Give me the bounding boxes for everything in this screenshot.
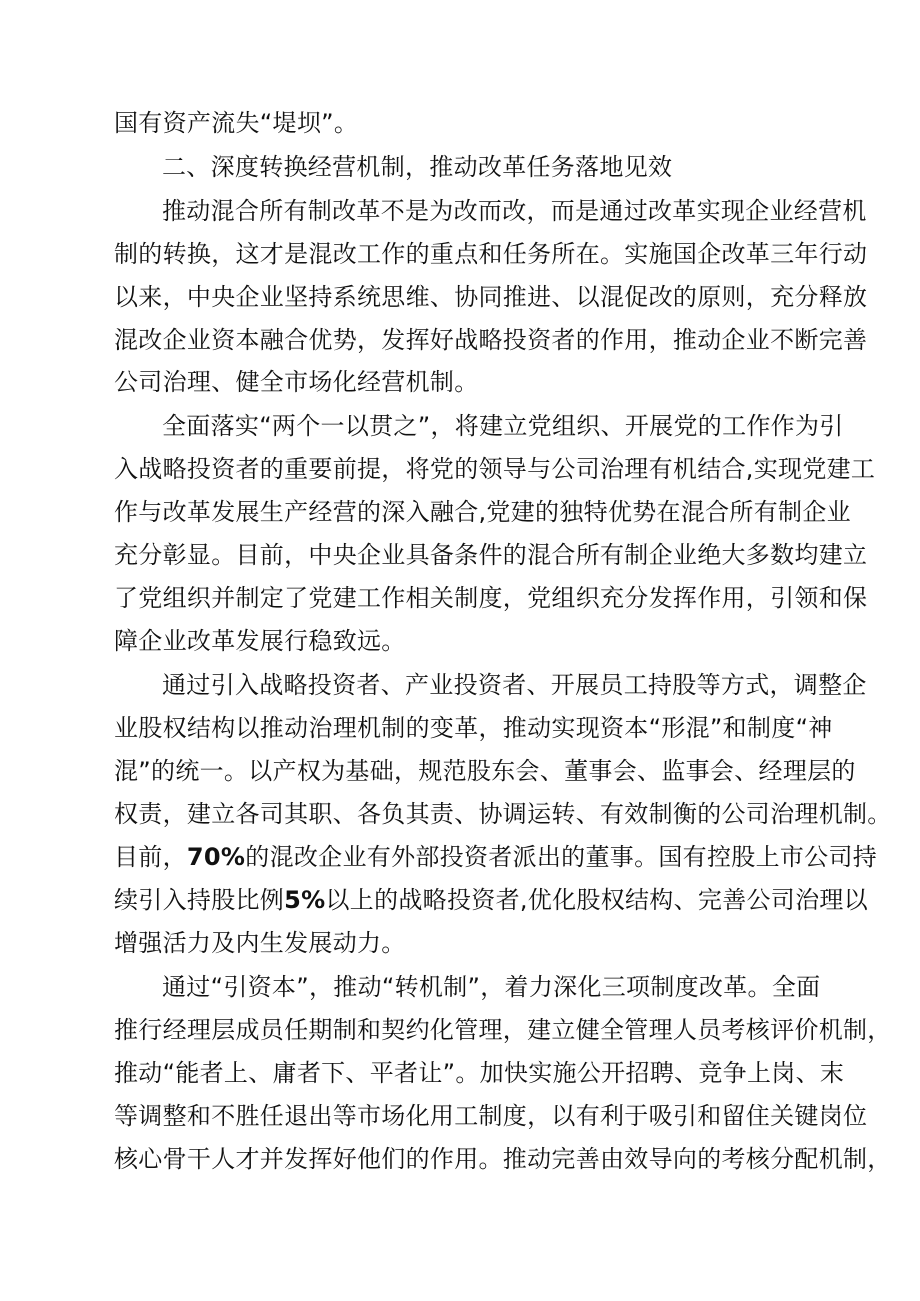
- text-line: 入战略投资者的重要前提，将党的领导与公司治理有机结合,实现党建工: [114, 455, 876, 483]
- text-line: 权责，建立各司其职、各负其责、协调运转、有效制衡的公司治理机制。: [114, 800, 892, 828]
- section-heading: 二、深度转换经营机制，推动改革任务落地见效: [162, 153, 673, 181]
- text-segment: 目前，: [114, 843, 187, 871]
- text-segment: 的混改企业有外部投资者派出的董事。国有控股上市公司持: [245, 843, 878, 871]
- text-line: 业股权结构以推动治理机制的变革，推动实现资本“形混”和制度“神: [114, 714, 833, 742]
- text-line: 核心骨干人才并发挥好他们的作用。推动完善由效导向的考核分配机制，: [114, 1145, 892, 1173]
- paragraph-start: 通过“引资本”，推动“转机制”，着力深化三项制度改革。全面: [162, 973, 821, 1001]
- text-line: 以来，中央企业坚持系统思维、协同推进、以混促改的原则，充分释放: [114, 283, 868, 311]
- paragraph-start: 通过引入战略投资者、产业投资者、开展员工持股等方式，调整企: [162, 671, 867, 699]
- highlight-percent: 5%: [284, 886, 326, 914]
- text-line: 制的转换，这才是混改工作的重点和任务所在。实施国企改革三年行动: [114, 240, 868, 268]
- text-line: 混”的统一。以产权为基础，规范股东会、董事会、监事会、经理层的: [114, 757, 856, 785]
- paragraph-start: 全面落实“两个一以贯之”，将建立党组织、开展党的工作作为引: [162, 412, 844, 440]
- text-line: 作与改革发展生产经营的深入融合,党建的独特优势在混合所有制企业: [114, 498, 851, 526]
- text-line: 推动“能者上、庸者下、平者让”。加快实施公开招聘、竞争上岗、末: [114, 1059, 845, 1087]
- text-line: 充分彰显。目前，中央企业具备条件的混合所有制企业绝大多数均建立: [114, 541, 868, 569]
- text-line: [114, 888, 868, 912]
- paragraph-start: 推动混合所有制改革不是为改而改，而是通过改革实现企业经营机: [162, 197, 867, 225]
- text-line: 增强活力及内生发展动力。: [114, 929, 406, 957]
- text-line: 公司治理、健全市场化经营机制。: [114, 368, 479, 396]
- text-line: 等调整和不胜任退出等市场化用工制度，以有利于吸引和留住关键岗位: [114, 1102, 868, 1130]
- text-line: 混改企业资本融合优势，发挥好战略投资者的作用，推动企业不断完善: [114, 326, 868, 354]
- text-line: [114, 845, 877, 869]
- text-line: 障企业改革发展行稳致远。: [114, 627, 406, 655]
- text-line: 推行经理层成员任期制和契约化管理，建立健全管理人员考核评价机制，: [114, 1016, 892, 1044]
- text-line: 了党组织并制定了党建工作相关制度，党组织充分发挥作用，引领和保: [114, 584, 868, 612]
- text-line: 国有资产流失“堤坝”。: [114, 109, 359, 137]
- text-segment: 以上的战略投资者,优化股权结构、完善公司治理以: [325, 886, 868, 914]
- text-segment: 续引入持股比例: [114, 886, 285, 914]
- highlight-percent: 70%: [186, 843, 246, 871]
